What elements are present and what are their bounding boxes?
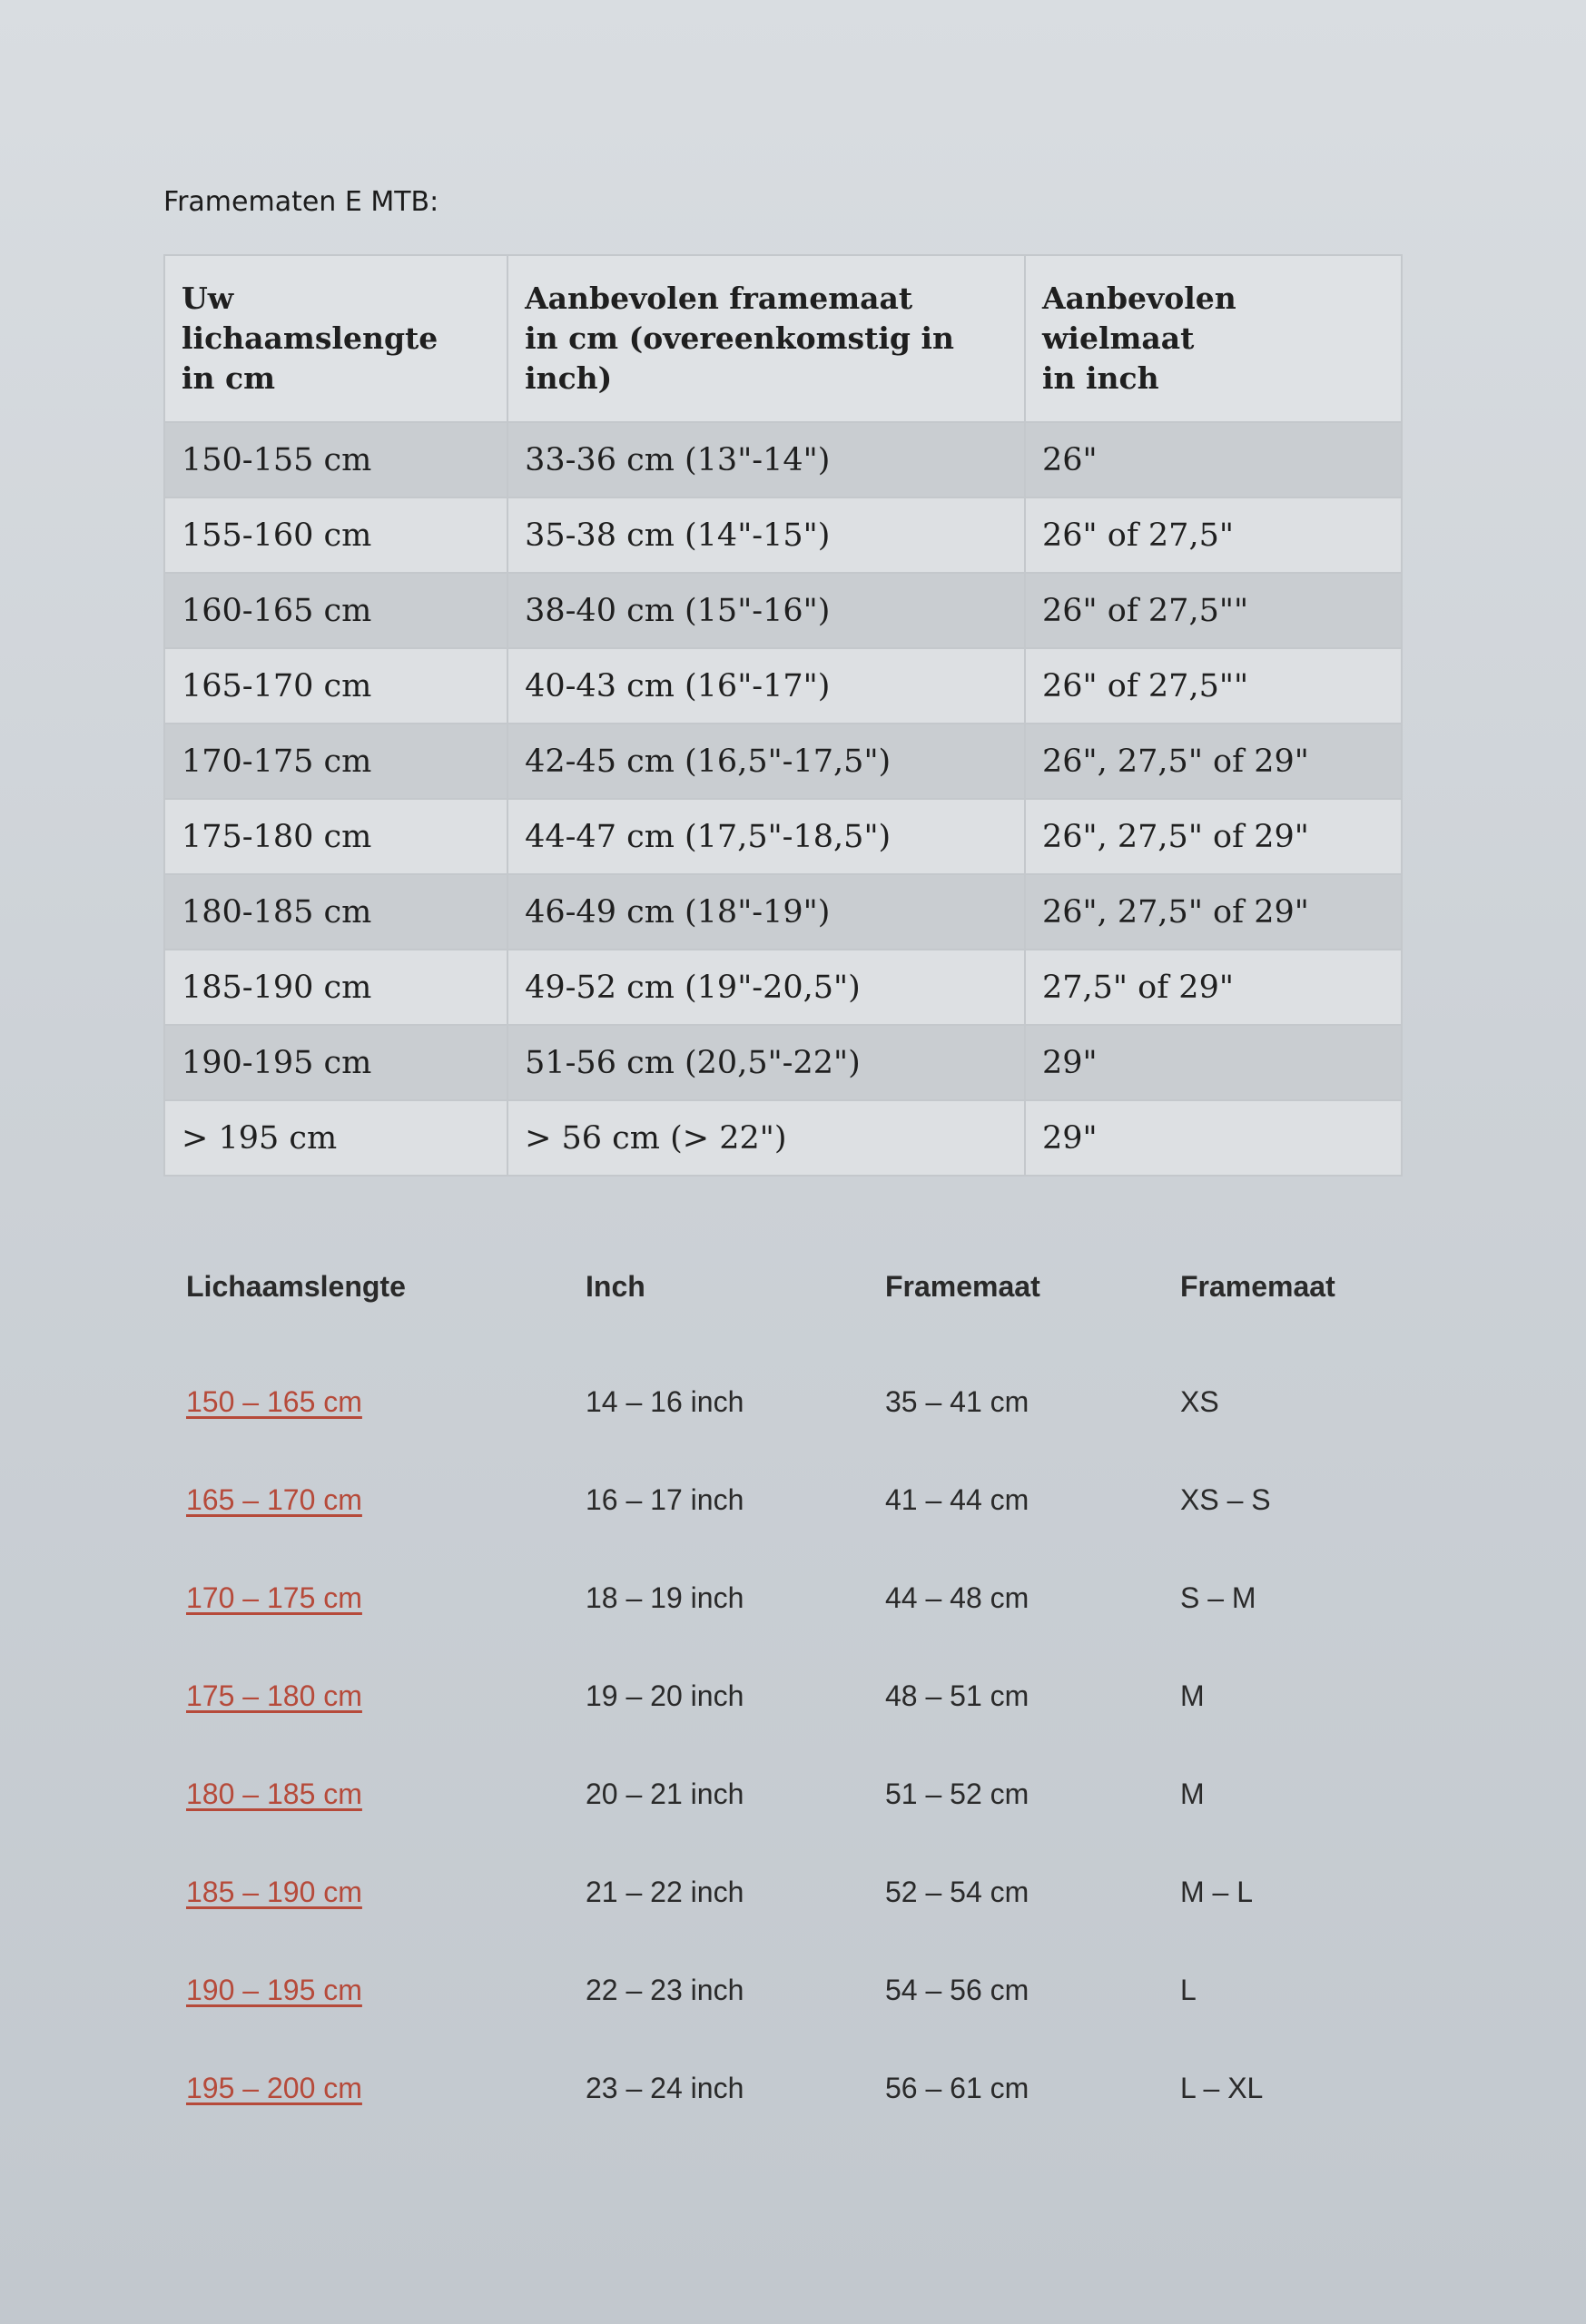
table-row xyxy=(164,1025,1402,1100)
header-framemaat-cm: Framemaat xyxy=(885,1270,1040,1303)
size-chart-row xyxy=(186,1647,1412,1745)
wheel-size-cell: 26" of 27,5" xyxy=(1025,497,1402,573)
document-title: Framematen E MTB: xyxy=(163,186,439,218)
body-length-link[interactable]: 195 – 200 cm xyxy=(186,2071,362,2104)
size-chart-header-row xyxy=(186,1257,1412,1316)
size-chart-row xyxy=(186,1353,1412,1451)
body-length-link[interactable]: 190 – 195 cm xyxy=(186,1973,362,2006)
frame-size-letter-cell: S – M xyxy=(1180,1581,1256,1614)
frame-size-cell: 42-45 cm (16,5"-17,5") xyxy=(507,724,1025,799)
frame-size-letter-cell: L xyxy=(1180,1973,1197,2006)
frame-cm-cell: 41 – 44 cm xyxy=(885,1482,1029,1516)
inch-cell: 21 – 22 inch xyxy=(586,1875,744,1908)
frame-cm-cell: 51 – 52 cm xyxy=(885,1777,1029,1810)
wheel-size-cell: 29" xyxy=(1025,1025,1402,1100)
body-length-cell: 180-185 cm xyxy=(164,874,507,950)
table-row xyxy=(164,874,1402,950)
frame-size-cell: 49-52 cm (19"-20,5") xyxy=(507,950,1025,1025)
body-length-link[interactable]: 165 – 170 cm xyxy=(186,1482,362,1516)
size-chart-row xyxy=(186,1941,1412,2039)
body-length-cell: 185-190 cm xyxy=(164,950,507,1025)
size-chart-row xyxy=(186,1451,1412,1549)
size-chart-row xyxy=(186,1745,1412,1843)
header-lichaamslengte: Lichaamslengte xyxy=(186,1270,406,1303)
body-length-cell: 160-165 cm xyxy=(164,573,507,648)
frame-size-cell: 33-36 cm (13"-14") xyxy=(507,422,1025,497)
frame-size-cell: 51-56 cm (20,5"-22") xyxy=(507,1025,1025,1100)
frame-size-cell: > 56 cm (> 22") xyxy=(507,1100,1025,1176)
size-chart-row xyxy=(186,2039,1412,2137)
body-length-link[interactable]: 180 – 185 cm xyxy=(186,1777,362,1810)
body-length-cell: 165-170 cm xyxy=(164,648,507,724)
frame-size-cell: 46-49 cm (18"-19") xyxy=(507,874,1025,950)
frame-size-cell: 38-40 cm (15"-16") xyxy=(507,573,1025,648)
table-row xyxy=(164,799,1402,874)
size-chart-table xyxy=(186,1257,1412,2137)
table-row xyxy=(164,497,1402,573)
body-length-cell: > 195 cm xyxy=(164,1100,507,1176)
header-wheel-size: Aanbevolen wielmaat in inch xyxy=(1025,255,1402,422)
body-length-cell: 170-175 cm xyxy=(164,724,507,799)
table-row xyxy=(164,724,1402,799)
table-row xyxy=(164,1100,1402,1176)
body-length-cell: 190-195 cm xyxy=(164,1025,507,1100)
size-chart-row xyxy=(186,1843,1412,1941)
wheel-size-cell: 26" of 27,5"" xyxy=(1025,573,1402,648)
table-row xyxy=(164,573,1402,648)
frame-size-table xyxy=(163,254,1403,1177)
frame-cm-cell: 44 – 48 cm xyxy=(885,1581,1029,1614)
table-row xyxy=(164,648,1402,724)
inch-cell: 14 – 16 inch xyxy=(586,1384,744,1418)
body-length-link[interactable]: 170 – 175 cm xyxy=(186,1581,362,1614)
table-header-row xyxy=(164,255,1402,422)
frame-size-cell: 44-47 cm (17,5"-18,5") xyxy=(507,799,1025,874)
header-frame-size: Aanbevolen framemaat in cm (overeenkomstig in inch) xyxy=(507,255,1025,422)
inch-cell: 22 – 23 inch xyxy=(586,1973,744,2006)
wheel-size-cell: 26", 27,5" of 29" xyxy=(1025,874,1402,950)
body-length-cell: 155-160 cm xyxy=(164,497,507,573)
body-length-cell: 175-180 cm xyxy=(164,799,507,874)
table-row xyxy=(164,422,1402,497)
wheel-size-cell: 27,5" of 29" xyxy=(1025,950,1402,1025)
inch-cell: 19 – 20 inch xyxy=(586,1679,744,1712)
frame-cm-cell: 56 – 61 cm xyxy=(885,2071,1029,2104)
frame-size-letter-cell: XS xyxy=(1180,1384,1219,1418)
frame-cm-cell: 54 – 56 cm xyxy=(885,1973,1029,2006)
body-length-link[interactable]: 185 – 190 cm xyxy=(186,1875,362,1908)
table-row xyxy=(164,950,1402,1025)
header-inch: Inch xyxy=(586,1270,645,1303)
inch-cell: 16 – 17 inch xyxy=(586,1482,744,1516)
size-chart-row xyxy=(186,1549,1412,1647)
wheel-size-cell: 26", 27,5" of 29" xyxy=(1025,799,1402,874)
body-length-link[interactable]: 150 – 165 cm xyxy=(186,1384,362,1418)
inch-cell: 20 – 21 inch xyxy=(586,1777,744,1810)
frame-size-letter-cell: M xyxy=(1180,1679,1205,1712)
wheel-size-cell: 26" of 27,5"" xyxy=(1025,648,1402,724)
frame-size-letter-cell: XS – S xyxy=(1180,1482,1271,1516)
frame-size-cell: 35-38 cm (14"-15") xyxy=(507,497,1025,573)
frame-size-cell: 40-43 cm (16"-17") xyxy=(507,648,1025,724)
body-length-link[interactable]: 175 – 180 cm xyxy=(186,1679,362,1712)
frame-cm-cell: 35 – 41 cm xyxy=(885,1384,1029,1418)
wheel-size-cell: 29" xyxy=(1025,1100,1402,1176)
wheel-size-cell: 26" xyxy=(1025,422,1402,497)
frame-cm-cell: 48 – 51 cm xyxy=(885,1679,1029,1712)
header-body-length: Uw lichaamslengte in cm xyxy=(164,255,507,422)
wheel-size-cell: 26", 27,5" of 29" xyxy=(1025,724,1402,799)
frame-size-letter-cell: M xyxy=(1180,1777,1205,1810)
frame-size-letter-cell: M – L xyxy=(1180,1875,1254,1908)
inch-cell: 18 – 19 inch xyxy=(586,1581,744,1614)
inch-cell: 23 – 24 inch xyxy=(586,2071,744,2104)
frame-cm-cell: 52 – 54 cm xyxy=(885,1875,1029,1908)
header-framemaat-size: Framemaat xyxy=(1180,1270,1335,1303)
frame-size-letter-cell: L – XL xyxy=(1180,2071,1264,2104)
body-length-cell: 150-155 cm xyxy=(164,422,507,497)
